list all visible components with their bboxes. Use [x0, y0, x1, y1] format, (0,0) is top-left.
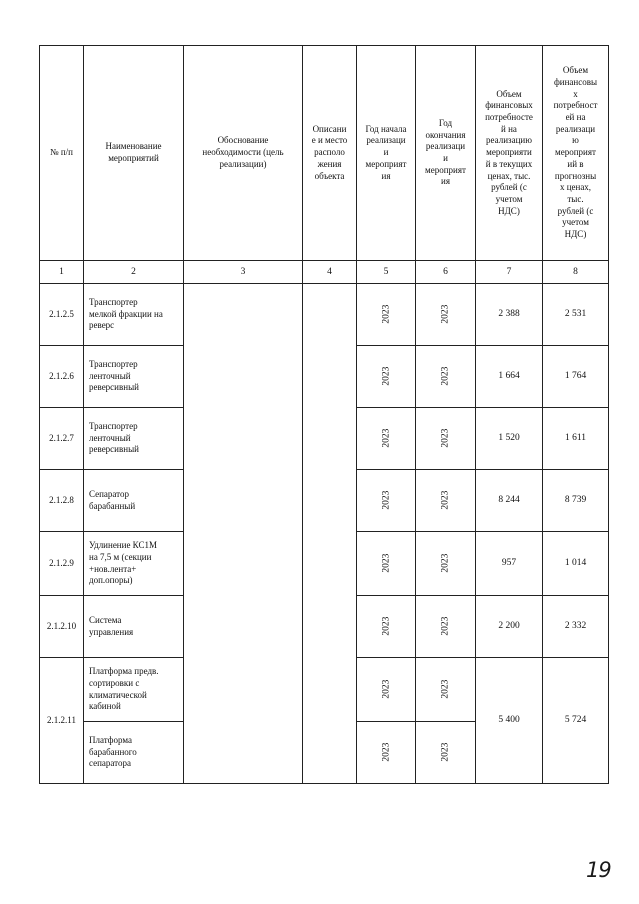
activity-name: Платформа барабанного сепаратора [84, 722, 184, 784]
end-year-cell [416, 284, 476, 346]
forecast-price: 2 531 [543, 284, 609, 346]
start-year-cell [357, 408, 416, 470]
column-number: 8 [543, 261, 609, 284]
current-price: 1 664 [476, 346, 543, 408]
header-cell-start-year: Год начала реализаци и мероприят ия [357, 46, 416, 261]
activities-table [39, 45, 609, 784]
header-cell-justification: Обоснование необходимости (цель реализации) [184, 46, 303, 261]
header-cell-location: Описани е и место располо жения объекта [303, 46, 357, 261]
activity-name: Платформа предв. сортировки с климатической кабиной [84, 658, 184, 722]
current-price: 957 [476, 532, 543, 596]
header-cell-current-prices: Объем финансовых потребносте й на реализацию мероприяти й в текущих ценах, тыс. рублей (с учетом НДС) [476, 46, 543, 261]
forecast-price: 2 332 [543, 596, 609, 658]
end-year: 2023 [440, 367, 451, 386]
end-year-cell [416, 532, 476, 596]
start-year: 2023 [380, 305, 391, 324]
current-price: 8 244 [476, 470, 543, 532]
column-number: 3 [184, 261, 303, 284]
row-number: 2.1.2.9 [40, 532, 84, 596]
activity-name: Сепаратор барабанный [84, 470, 184, 532]
forecast-price: 8 739 [543, 470, 609, 532]
column-number-row [40, 261, 609, 284]
table-row [40, 284, 609, 346]
start-year-cell [357, 470, 416, 532]
row-number: 2.1.2.7 [40, 408, 84, 470]
location-cell [303, 284, 357, 784]
start-year: 2023 [380, 429, 391, 448]
end-year-cell [416, 722, 476, 784]
end-year: 2023 [440, 429, 451, 448]
page-number: 19 [586, 858, 611, 882]
column-number: 2 [84, 261, 184, 284]
start-year: 2023 [380, 617, 391, 636]
activity-name: Удлинение КС1М на 7,5 м (секции +нов.лента+ доп.опоры) [84, 532, 184, 596]
start-year-cell [357, 532, 416, 596]
activity-name: Транспортер мелкой фракции на реверс [84, 284, 184, 346]
end-year: 2023 [440, 554, 451, 573]
activity-name: Транспортер ленточный реверсивный [84, 408, 184, 470]
end-year-cell [416, 596, 476, 658]
start-year: 2023 [380, 680, 391, 699]
header-cell-forecast-prices: Объем финансовы х потребност ей на реализаци ю мероприят ий в прогнозны х ценах, тыс. рублей (с учетом НДС) [543, 46, 609, 261]
start-year-cell [357, 346, 416, 408]
column-number: 4 [303, 261, 357, 284]
activity-name: Система управления [84, 596, 184, 658]
forecast-price: 1 014 [543, 532, 609, 596]
row-number: 2.1.2.8 [40, 470, 84, 532]
start-year-cell [357, 596, 416, 658]
end-year: 2023 [440, 680, 451, 699]
start-year-cell [357, 722, 416, 784]
header-cell-name: Наименование мероприятий [84, 46, 184, 261]
start-year-cell [357, 284, 416, 346]
header-row [40, 46, 609, 261]
current-price: 2 388 [476, 284, 543, 346]
end-year: 2023 [440, 743, 451, 762]
start-year-cell [357, 658, 416, 722]
current-price: 1 520 [476, 408, 543, 470]
column-number: 1 [40, 261, 84, 284]
end-year-cell [416, 408, 476, 470]
row-number: 2.1.2.5 [40, 284, 84, 346]
row-number: 2.1.2.10 [40, 596, 84, 658]
current-price: 2 200 [476, 596, 543, 658]
activity-name: Транспортер ленточный реверсивный [84, 346, 184, 408]
column-number: 5 [357, 261, 416, 284]
row-number: 2.1.2.6 [40, 346, 84, 408]
start-year: 2023 [380, 491, 391, 510]
end-year-cell [416, 470, 476, 532]
end-year: 2023 [440, 305, 451, 324]
row-number: 2.1.2.11 [40, 658, 84, 784]
current-price: 5 400 [476, 658, 543, 784]
start-year: 2023 [380, 743, 391, 762]
forecast-price: 1 611 [543, 408, 609, 470]
end-year-cell [416, 658, 476, 722]
end-year: 2023 [440, 617, 451, 636]
start-year: 2023 [380, 554, 391, 573]
start-year: 2023 [380, 367, 391, 386]
forecast-price: 5 724 [543, 658, 609, 784]
justification-cell [184, 284, 303, 784]
column-number: 6 [416, 261, 476, 284]
forecast-price: 1 764 [543, 346, 609, 408]
column-number: 7 [476, 261, 543, 284]
end-year-cell [416, 346, 476, 408]
header-cell-end-year: Год окончания реализаци и мероприят ия [416, 46, 476, 261]
header-cell-no: № п/п [40, 46, 84, 261]
end-year: 2023 [440, 491, 451, 510]
